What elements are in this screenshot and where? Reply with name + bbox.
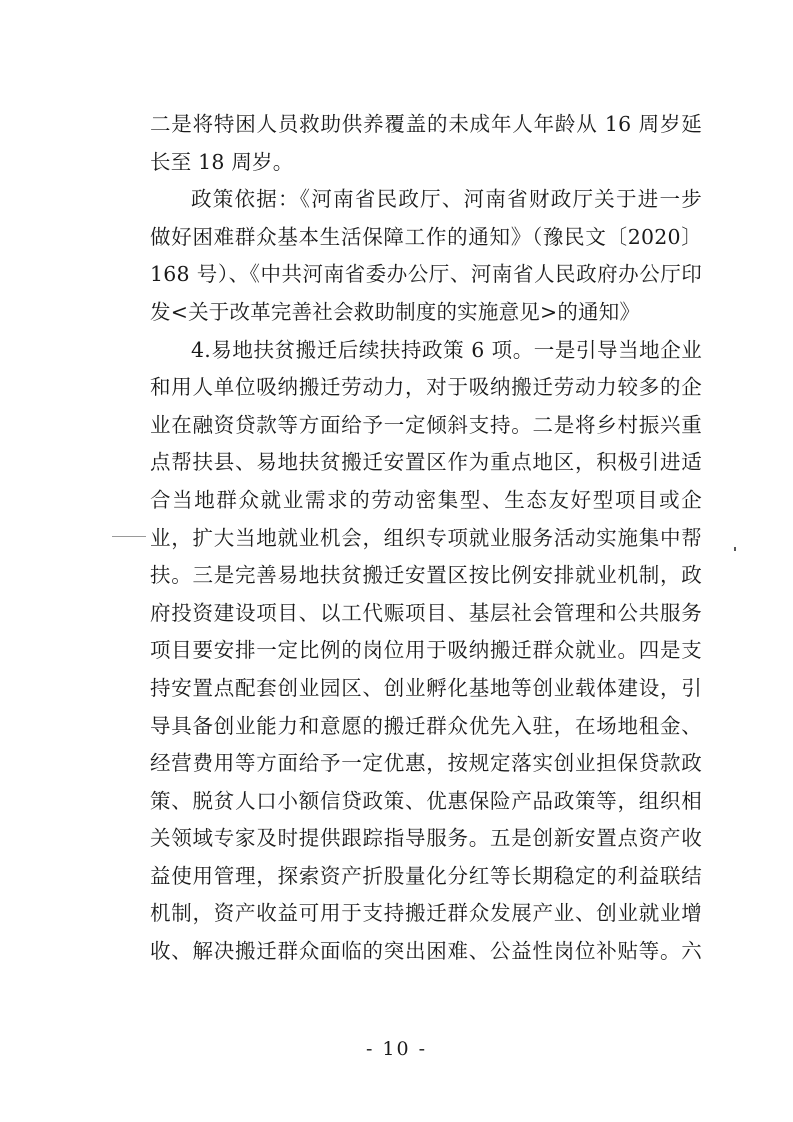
- scan-margin-mark: [112, 536, 146, 537]
- text-line: 策、脱贫人口小额信贷政策、优惠保险产品政策等，组织相: [150, 788, 702, 813]
- page-number: - 10 -: [365, 1038, 428, 1060]
- text-line: 和用人单位吸纳搬迁劳动力，对于吸纳搬迁劳动力较多的企: [150, 375, 702, 400]
- text-line: 合当地群众就业需求的劳动密集型、生态友好型项目或企: [150, 487, 702, 512]
- text-line: 168 号）、《中共河南省委办公厅、河南省人民政府办公厅印: [150, 262, 702, 287]
- text-line: 政策依据：《河南省民政厅、河南省财政厅关于进一步: [191, 187, 702, 212]
- text-line: 业，扩大当地就业机会，组织专项就业服务活动实施集中帮: [150, 525, 702, 550]
- text-line: 业在融资贷款等方面给予一定倾斜支持。二是将乡村振兴重: [150, 412, 702, 437]
- text-line: 项目要安排一定比例的岗位用于吸纳搬迁群众就业。四是支: [150, 638, 702, 663]
- text-line: 发<关于改革完善社会救助制度的实施意见>的通知》: [150, 299, 641, 324]
- text-line: 扶。三是完善易地扶贫搬迁安置区按比例安排就业机制，政: [150, 563, 702, 588]
- text-line: 长至 18 周岁。: [150, 149, 294, 174]
- scan-dot-mark: [734, 547, 736, 551]
- text-line: 收、解决搬迁群众面临的突出困难、公益性岗位补贴等。六: [150, 939, 702, 964]
- text-line: 做好困难群众基本生活保障工作的通知》（豫民文〔2020〕: [150, 224, 702, 249]
- text-line: 益使用管理，探索资产折股量化分红等长期稳定的利益联结: [150, 863, 702, 888]
- text-line: 府投资建设项目、以工代赈项目、基层社会管理和公共服务: [150, 600, 702, 625]
- text-line: 点帮扶县、易地扶贫搬迁安置区作为重点地区，积极引进适: [150, 450, 702, 475]
- text-line: 4.易地扶贫搬迁后续扶持政策 6 项。一是引导当地企业: [191, 337, 702, 362]
- text-line: 经营费用等方面给予一定优惠，按规定落实创业担保贷款政: [150, 751, 702, 776]
- text-line: 机制，资产收益可用于支持搬迁群众发展产业、创业就业增: [150, 901, 702, 926]
- text-line: 二是将特困人员救助供养覆盖的未成年人年龄从 16 周岁延: [150, 112, 702, 136]
- text-line: 导具备创业能力和意愿的搬迁群众优先入驻，在场地租金、: [150, 713, 702, 738]
- text-line: 关领域专家及时提供跟踪指导服务。五是创新安置点资产收: [150, 826, 702, 851]
- body-text: [150, 106, 702, 971]
- text-line: 持安置点配套创业园区、创业孵化基地等创业载体建设，引: [150, 675, 702, 700]
